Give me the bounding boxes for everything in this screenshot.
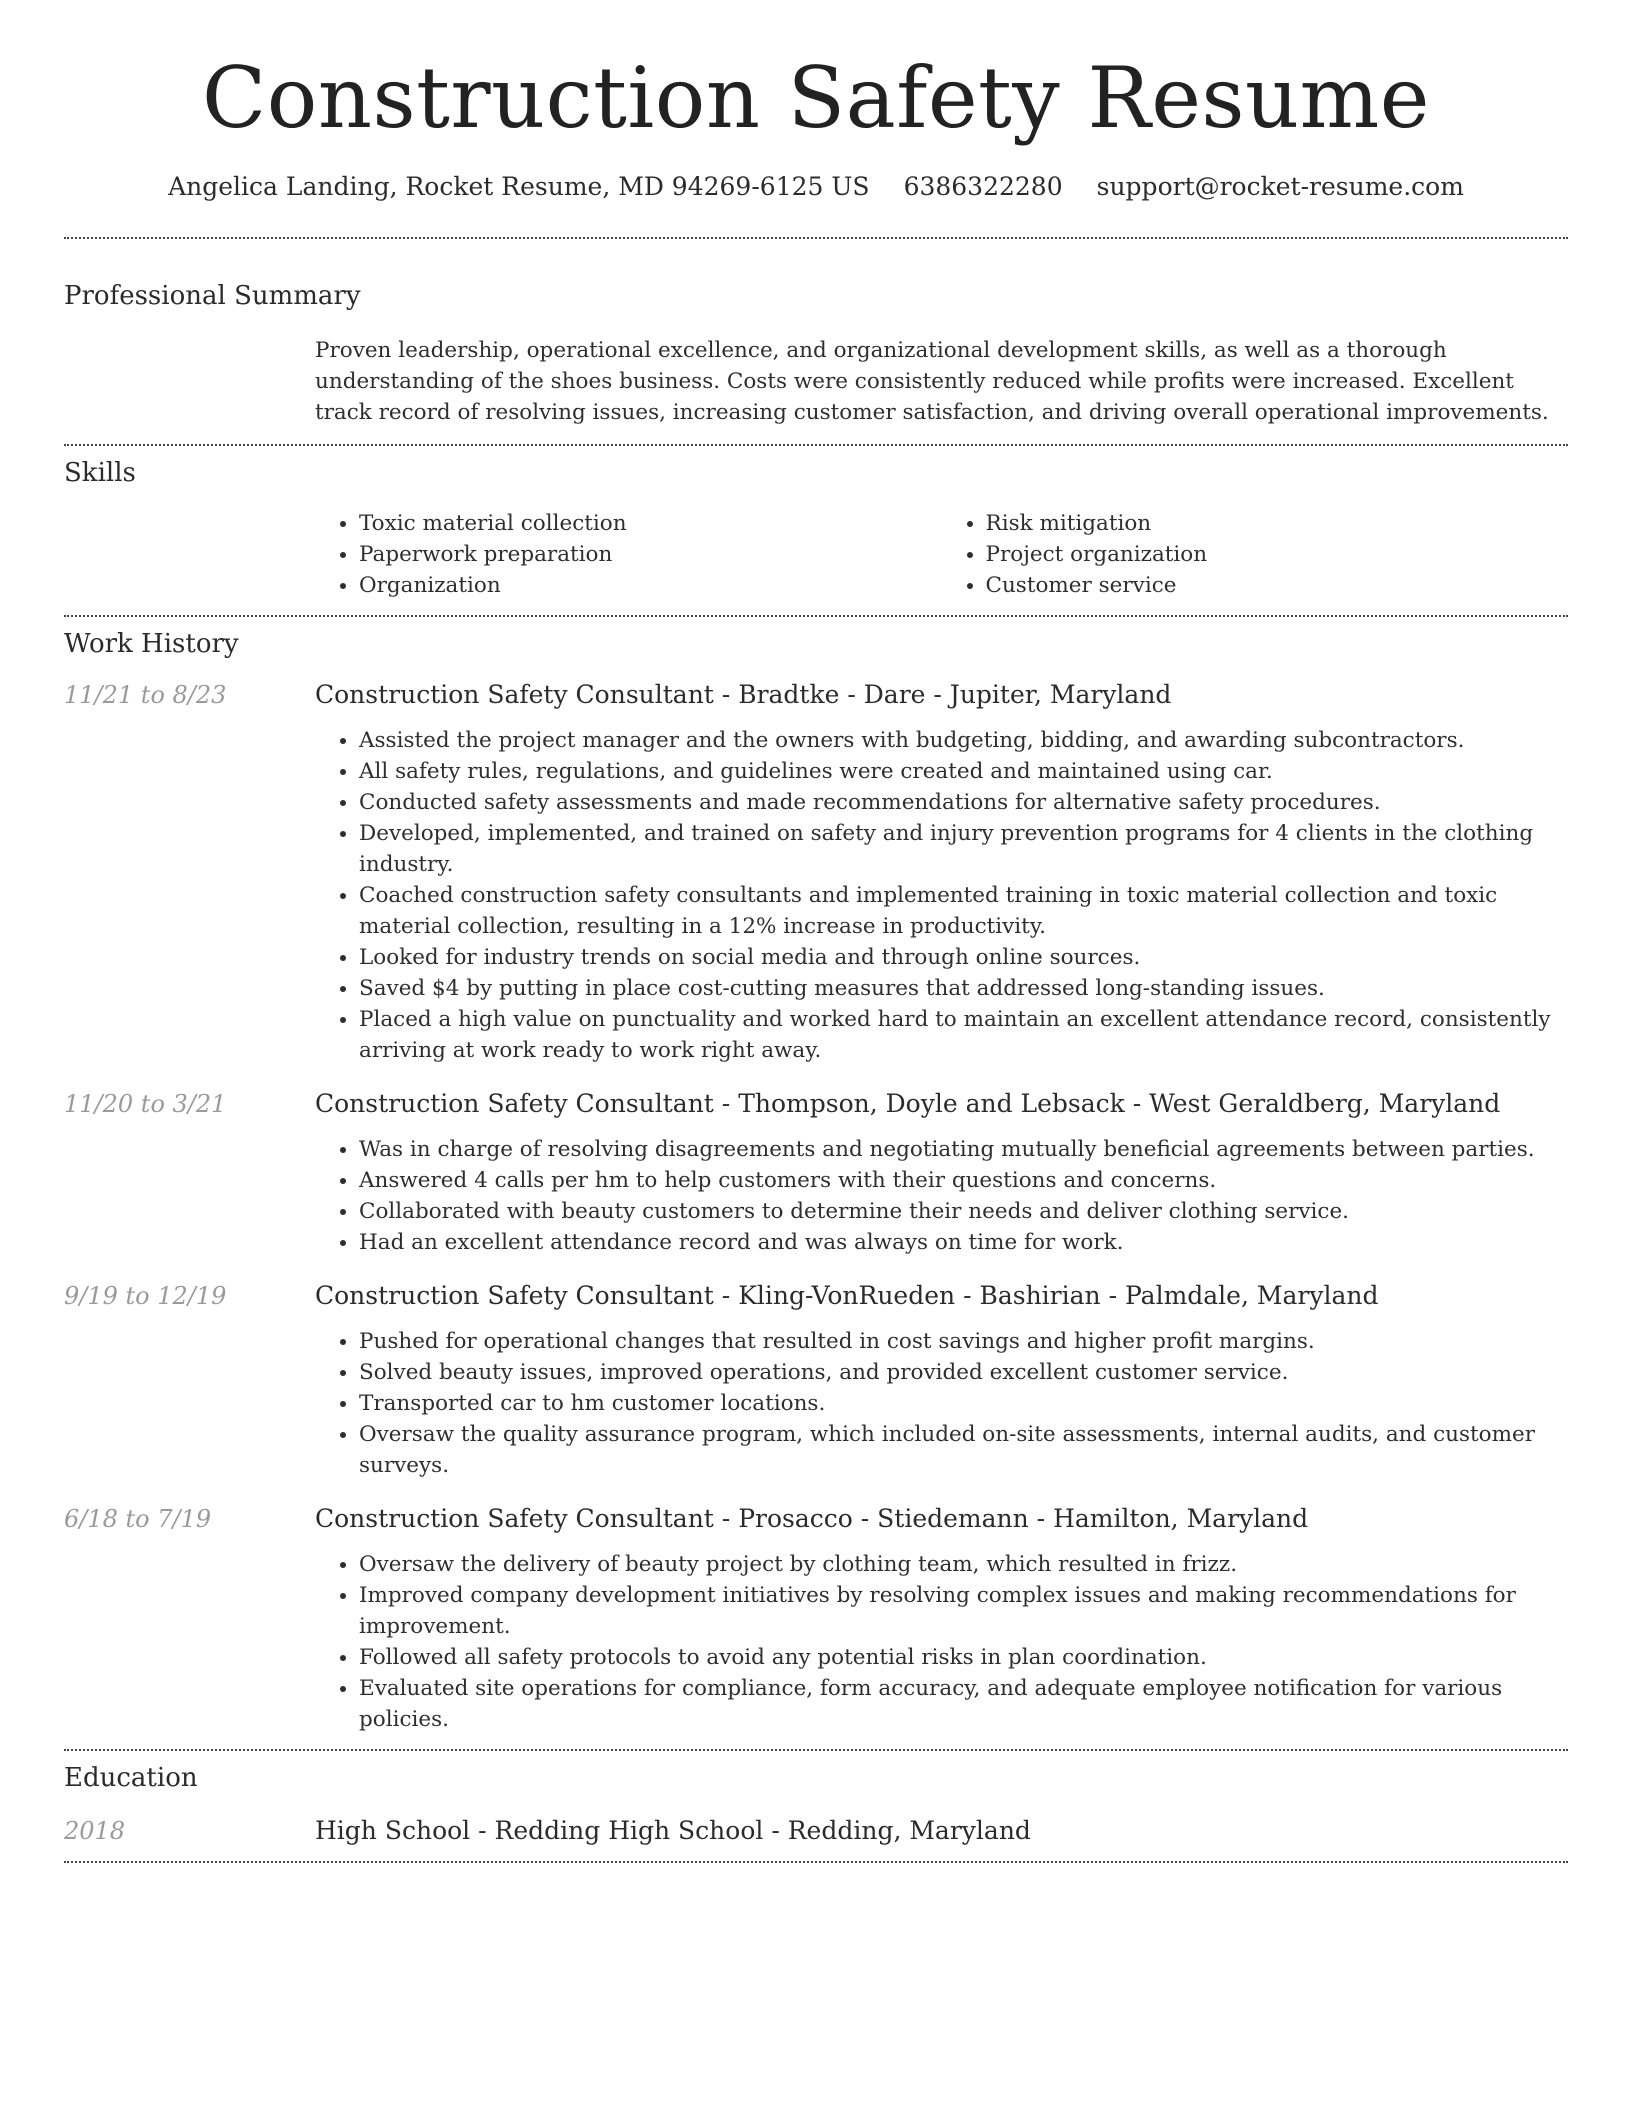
contact-line: [64, 172, 1568, 201]
education-date: 2018: [64, 1817, 126, 1846]
skill-item: • Toxic material collection: [359, 508, 942, 539]
job-title: Construction Safety Consultant: [315, 680, 714, 710]
contact-address: Angelica Landing, Rocket Resume, MD 94269-6125 US: [168, 172, 870, 202]
job-title: Construction Safety Consultant: [315, 1089, 714, 1119]
job-bullet: • Solved beauty issues, improved operations, and provided excellent customer service.: [359, 1357, 1568, 1388]
job-bullet: • Assisted the project manager and the owners with budgeting, bidding, and awarding subcontractors.: [359, 725, 1568, 756]
job-entry: [64, 1088, 1568, 1258]
job-bullet: • Evaluated site operations for compliance, form accuracy, and adequate employee notification for various policies.: [359, 1673, 1568, 1735]
job-bullet: • Transported car to hm customer locations.: [359, 1388, 1568, 1419]
job-bullet: • Was in charge of resolving disagreements and negotiating mutually beneficial agreements between parties.: [359, 1134, 1568, 1165]
job-bullet: • Oversaw the quality assurance program, which included on-site assessments, internal audits, and customer surveys.: [359, 1419, 1568, 1481]
job-bullet: • Placed a high value on punctuality and worked hard to maintain an excellent attendance record, consistently arriving at work ready to work right away.: [359, 1004, 1568, 1066]
job-bullets: [315, 1134, 1568, 1258]
skills-section: [64, 446, 1568, 615]
skills-grid: [315, 508, 1568, 601]
job-title: Construction Safety Consultant: [315, 1504, 714, 1534]
education-school: - Redding High School - Redding, Maryland: [470, 1816, 1031, 1846]
contact-phone: 6386322280: [903, 172, 1063, 202]
job-entry: [64, 1503, 1568, 1735]
job-bullet: • Collaborated with beauty customers to determine their needs and deliver clothing service.: [359, 1196, 1568, 1227]
job-bullet: • Conducted safety assessments and made recommendations for alternative safety procedures.: [359, 787, 1568, 818]
job-employer: - Prosacco - Stiedemann - Hamilton, Maryland: [713, 1504, 1309, 1534]
job-bullets: [315, 725, 1568, 1066]
job-heading: [315, 1088, 1568, 1120]
job-bullet: • Pushed for operational changes that resulted in cost savings and higher profit margins.: [359, 1326, 1568, 1357]
skill-item: • Project organization: [986, 539, 1569, 570]
job-bullet: • Answered 4 calls per hm to help customers with their questions and concerns.: [359, 1165, 1568, 1196]
job-body: [315, 679, 1568, 1066]
skill-item: • Paperwork preparation: [359, 539, 942, 570]
education-degree: High School: [315, 1816, 471, 1846]
skill-item: • Risk mitigation: [986, 508, 1569, 539]
work-history-section: [64, 617, 1568, 1749]
skill-item: • Customer service: [986, 570, 1569, 601]
job-bullet: • Improved company development initiatives by resolving complex issues and making recommendations for improvement.: [359, 1580, 1568, 1642]
job-bullet: • Coached construction safety consultants and implemented training in toxic material collection and toxic material collection, resulting in a 12% increase in productivity.: [359, 880, 1568, 942]
job-heading: [315, 1503, 1568, 1535]
contact-email: support@rocket-resume.com: [1096, 172, 1464, 202]
resume-title: Construction Safety Resume: [202, 49, 1430, 147]
section-heading-skills: Skills: [64, 458, 136, 489]
summary-text: Proven leadership, operational excellence, and organizational development skills, as well as a thorough understanding of the shoes business. Costs were consistently reduced while profits were increased. Excellent track record of resolving issues, increasing customer satisfaction, and driving overall operational improvements.: [315, 338, 1549, 426]
education-heading: [315, 1815, 1031, 1847]
job-bullet: • Developed, implemented, and trained on safety and injury prevention programs for 4 clients in the clothing industry.: [359, 818, 1568, 880]
job-entry: [64, 679, 1568, 1066]
job-bullet: • Looked for industry trends on social media and through online sources.: [359, 942, 1568, 973]
job-heading: [315, 1280, 1568, 1312]
job-date: 6/18 to 7/19: [64, 1505, 212, 1534]
education-section: [64, 1751, 1568, 1861]
professional-summary-section: [64, 239, 1568, 444]
job-body: [315, 1280, 1568, 1481]
job-bullet: • All safety rules, regulations, and guidelines were created and maintained using car.: [359, 756, 1568, 787]
job-bullet: • Saved $4 by putting in place cost-cutting measures that addressed long-standing issues.: [359, 973, 1568, 1004]
job-heading: [315, 679, 1568, 711]
job-body: [315, 1503, 1568, 1735]
job-employer: - Bradtke - Dare - Jupiter, Maryland: [713, 680, 1172, 710]
education-entry: [64, 1815, 1568, 1847]
job-body: [315, 1088, 1568, 1258]
job-entry: [64, 1280, 1568, 1481]
job-bullets: [315, 1549, 1568, 1735]
job-date: 11/21 to 8/23: [64, 681, 227, 710]
job-bullets: [315, 1326, 1568, 1481]
job-bullet: • Oversaw the delivery of beauty project by clothing team, which resulted in frizz.: [359, 1549, 1568, 1580]
skills-column-left: [315, 508, 942, 601]
job-employer: - Kling-VonRueden - Bashirian - Palmdale, Maryland: [713, 1281, 1379, 1311]
job-employer: - Thompson, Doyle and Lebsack - West Geraldberg, Maryland: [713, 1089, 1501, 1119]
job-date: 11/20 to 3/21: [64, 1090, 227, 1119]
job-date: 9/19 to 12/19: [64, 1282, 227, 1311]
skills-column-right: [942, 508, 1569, 601]
section-heading-work: Work History: [64, 629, 239, 660]
job-bullet: • Followed all safety protocols to avoid any potential risks in plan coordination.: [359, 1642, 1568, 1673]
section-heading-summary: Professional Summary: [64, 281, 361, 312]
skill-item: • Organization: [359, 570, 942, 601]
section-heading-education: Education: [64, 1763, 198, 1794]
job-title: Construction Safety Consultant: [315, 1281, 714, 1311]
divider: [64, 1861, 1568, 1863]
job-bullet: • Had an excellent attendance record and was always on time for work.: [359, 1227, 1568, 1258]
